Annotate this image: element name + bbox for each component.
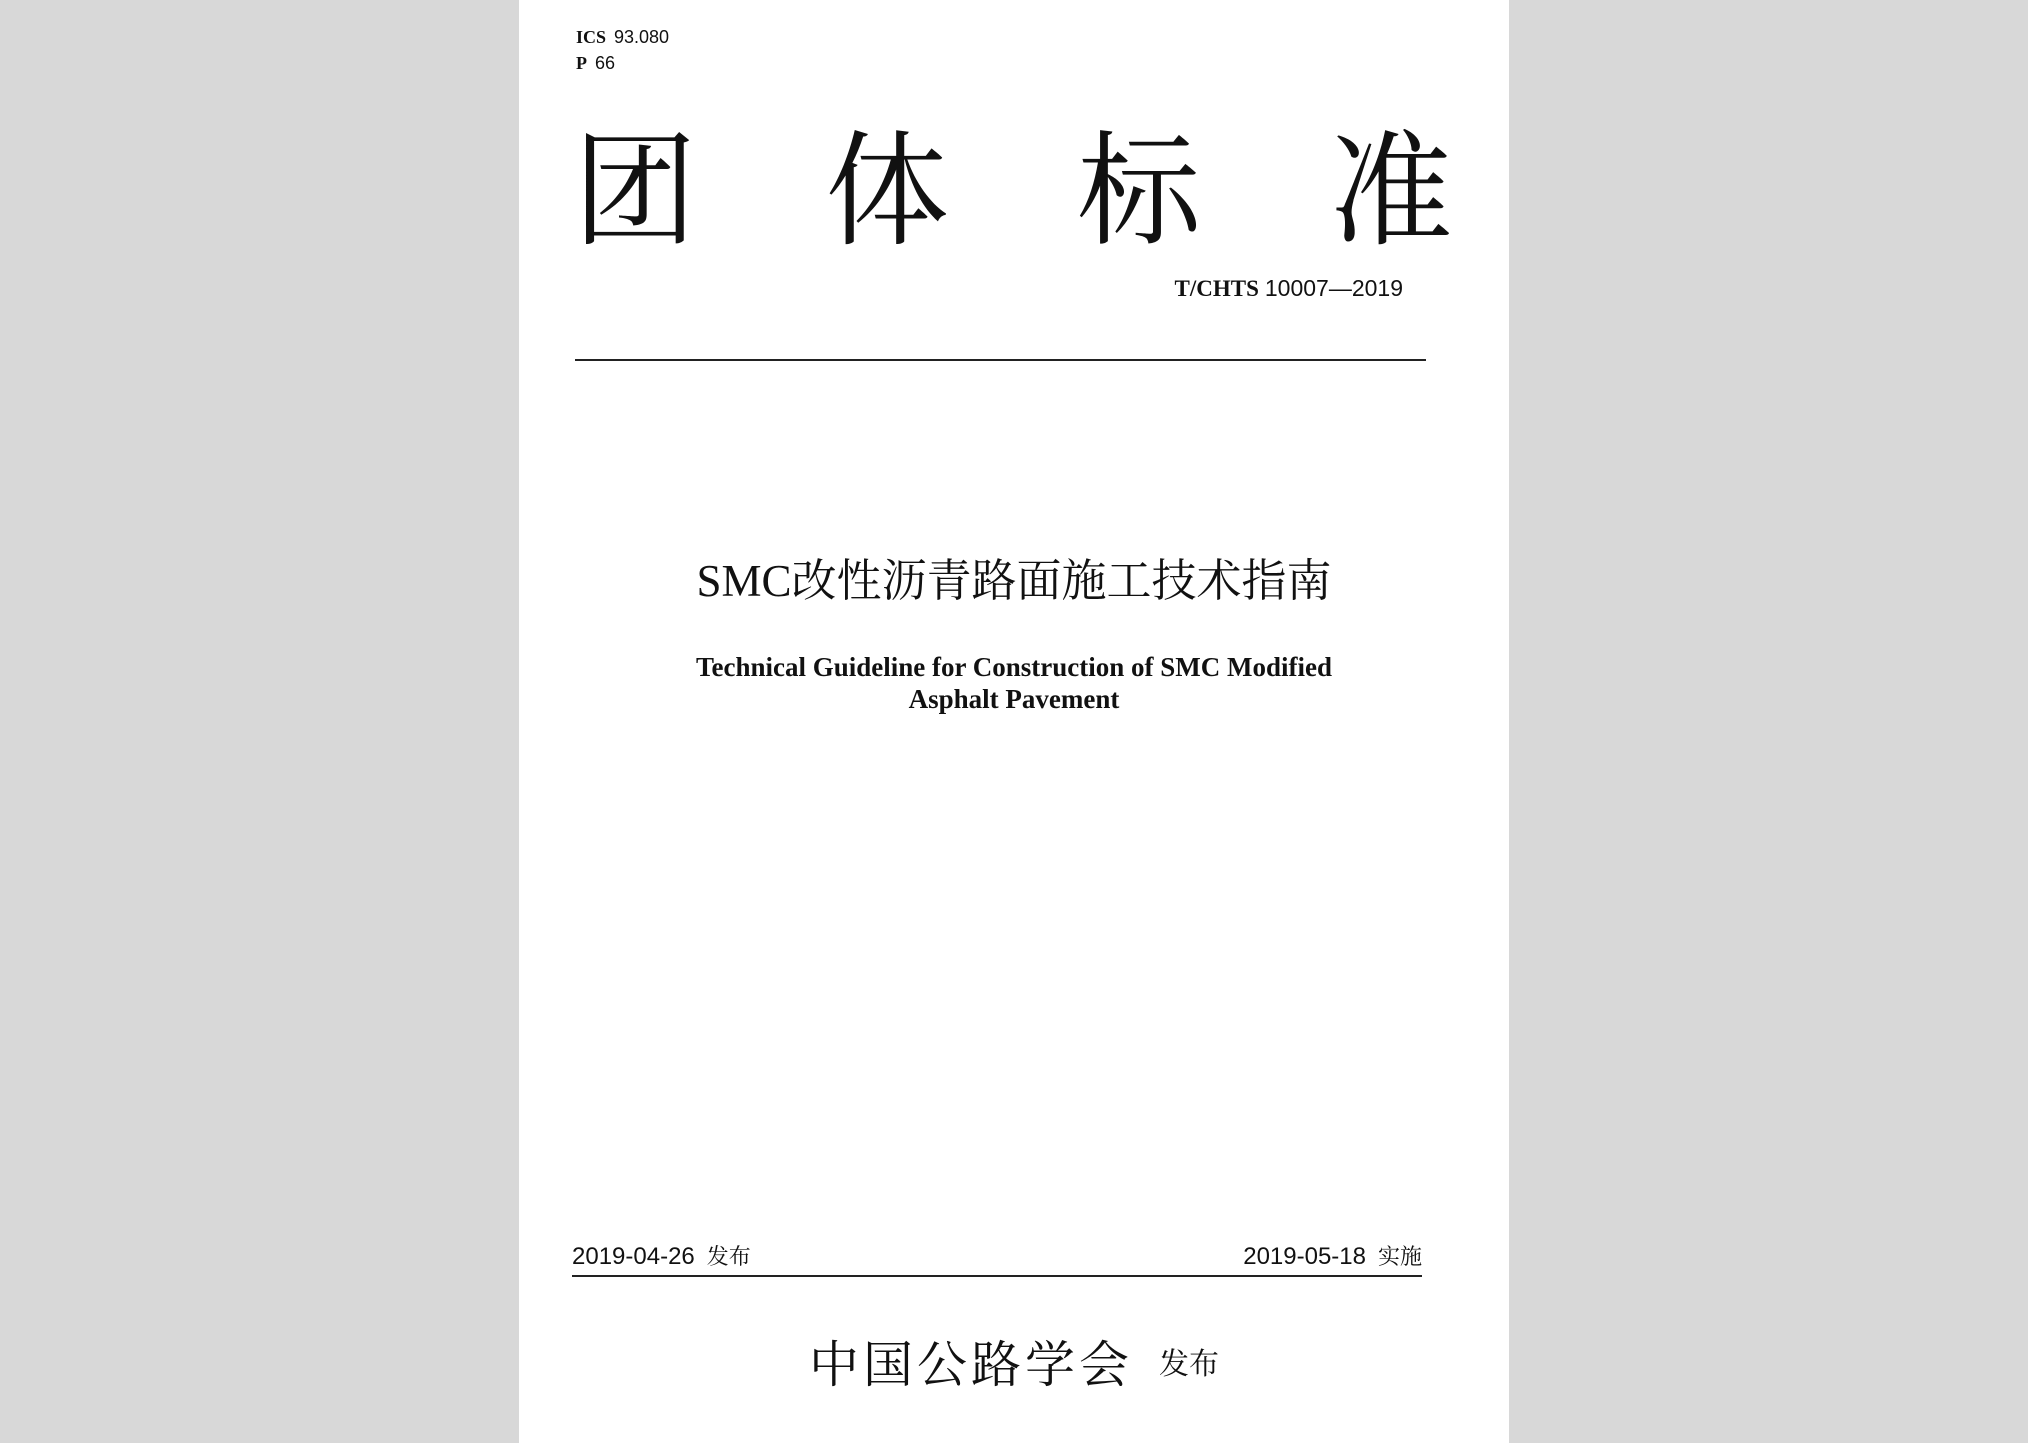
standard-type-char: 标 [1076,120,1201,264]
effective-date: 2019-05-18 [1243,1243,1366,1270]
chinese-title-prefix: SMC [696,556,792,606]
publisher-label: 发布 [1159,1347,1219,1382]
publisher-name: 中国公路学会 [809,1336,1133,1394]
effective-label: 实施 [1377,1245,1422,1270]
english-title-line-2: Asphalt Pavement [908,684,1120,714]
standard-number [1175,277,1404,301]
standard-type-char: 团 [573,120,698,264]
document-page [519,0,1509,1443]
publisher-line [519,1325,1509,1397]
header-divider [575,359,1426,361]
ccs-value: 66 [595,53,616,73]
release-date-block [572,1244,751,1269]
ccs-code [576,54,615,72]
effective-date-block [1243,1244,1422,1269]
chinese-title [519,554,1509,607]
ics-code [576,28,669,46]
english-title-line-1: Technical Guideline for Construction of SMC Modified [695,652,1333,682]
standard-number-body: 10007—2019 [1264,275,1403,301]
standard-number-prefix: T/CHTS [1174,276,1259,301]
ics-label: ICS [576,27,607,47]
standard-type-char: 体 [824,120,949,264]
standard-type-title [573,122,1453,262]
date-divider [572,1275,1422,1277]
chinese-title-rest: 改性沥青路面施工技术指南 [791,554,1332,607]
release-date: 2019-04-26 [572,1243,695,1270]
ccs-label: P [576,53,587,73]
standard-type-char: 准 [1328,120,1453,264]
ics-value: 93.080 [614,27,670,47]
release-label: 发布 [706,1245,751,1270]
